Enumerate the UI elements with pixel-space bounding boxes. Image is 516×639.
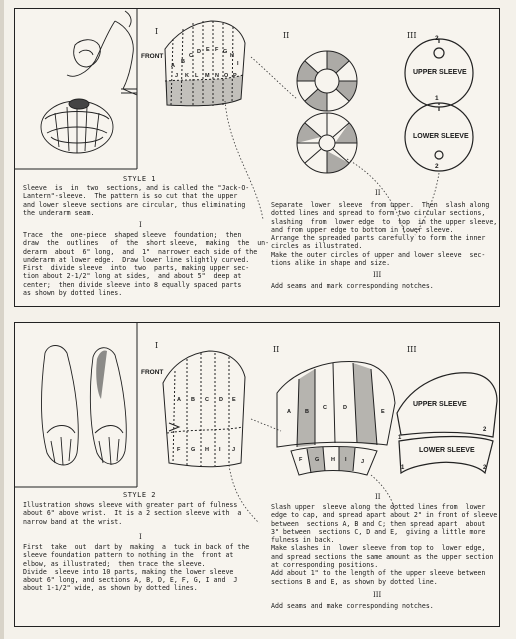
lower-sleeve-label: LOWER SLEEVE bbox=[413, 133, 469, 140]
section-letter: A bbox=[171, 63, 175, 69]
section-letter: C bbox=[205, 397, 209, 403]
step-ii-marker: II bbox=[273, 345, 280, 354]
section-letter: B bbox=[191, 397, 195, 403]
section-letter: I bbox=[345, 457, 347, 463]
final-lower-sleeve-shape bbox=[399, 437, 493, 474]
front-label: FRONT bbox=[141, 369, 164, 376]
notch-number: 2 bbox=[483, 465, 487, 471]
notch-number: 1 bbox=[398, 435, 402, 441]
section-letter: J bbox=[361, 459, 365, 465]
step-i-text-marker: I bbox=[139, 533, 142, 541]
step-ii-marker: II bbox=[283, 31, 290, 40]
section-letter: E bbox=[381, 409, 385, 415]
step-i-marker: I bbox=[155, 27, 159, 36]
lower-sleeve-label: LOWER SLEEVE bbox=[419, 447, 475, 454]
step-i-text: Trace the one-piece shaped sleeve foundation; then draw the outlines of the short sleeve, making the un- derarm about 6" long, and 1" narrower each side of the underarm at lower edge. Draw lower line slightly curved. First divide sleeve into two parts, making upper sec- tion about 2-1/2" long at sides, and about 5" deep at center; then divide sleeve into 8 equally spaced parts as shown by dotted lines. bbox=[23, 231, 270, 298]
notch-number: 1 bbox=[435, 95, 439, 102]
section-letter: G bbox=[315, 457, 320, 463]
jack-o-lantern-sleeve-sketch bbox=[41, 99, 113, 153]
section-letter: J bbox=[175, 73, 179, 79]
section-letter: J bbox=[232, 447, 236, 453]
step-iii-text-marker: III bbox=[373, 591, 382, 599]
step-ii-text: Separate lower sleeve from upper. Then slash along dotted lines and spread to form two circular sections, slashing from lower edge to top in the upper sleeve, and from upper edge to bottom in lower sleeve. Arrange the spreaded parts carefully to form the inner circles as illustrated. Make the outer circles of upper and lower sleeve sec- tions alike in shape and size. bbox=[271, 201, 498, 268]
step-i-text: First take out dart by making a tuck in back of the sleeve foundation pattern to nothing in the front at elbow, as illustrated; then trace the sleeve. Divide sleeve into 10 parts, making the lower sleeve about 6" long, and sections A, B, D, E, F, G, I and J about 1-1/2" wide, as shown by dotted lines. bbox=[23, 543, 250, 593]
section-letter: O bbox=[224, 73, 229, 79]
section-letter: I bbox=[219, 447, 221, 453]
section-letter: F bbox=[177, 447, 181, 453]
section-letter: D bbox=[343, 405, 347, 411]
section-letter: D bbox=[219, 397, 223, 403]
upper-sleeve-label: UPPER SLEEVE bbox=[413, 69, 467, 76]
section-letter: A bbox=[177, 397, 181, 403]
step-ii-text-marker: II bbox=[375, 189, 381, 197]
step-iii-text: Add seams and make corresponding notches. bbox=[271, 602, 434, 610]
section-letter: E bbox=[232, 397, 236, 403]
section-letter: H bbox=[205, 447, 209, 453]
notch-number: 1 bbox=[401, 465, 405, 471]
style-1-panel bbox=[14, 8, 500, 307]
section-letter: L bbox=[195, 73, 199, 79]
step-iii-marker: III bbox=[407, 31, 417, 40]
section-letter: P bbox=[233, 73, 237, 79]
gathered-sleeve-sketch bbox=[42, 346, 127, 466]
section-letter: C bbox=[189, 53, 193, 59]
notch-number: 2 bbox=[435, 163, 439, 170]
style-title: STYLE 1 bbox=[123, 175, 157, 183]
style-2-panel bbox=[14, 322, 500, 627]
step-i-marker: I bbox=[155, 341, 159, 350]
section-letter: A bbox=[287, 409, 291, 415]
step-i-text-marker: I bbox=[139, 221, 142, 229]
notch-number: 2 bbox=[483, 427, 487, 433]
section-letter: E bbox=[206, 47, 210, 53]
page-binding-edge bbox=[0, 0, 4, 639]
style-title: STYLE 2 bbox=[123, 491, 157, 499]
style-intro-text: Sleeve is in two sections, and is called the "Jack-O- Lantern"-sleeve. The pattern is so cut that the upper and lower sleeve sections are circular, thus eliminating the underarm seam. bbox=[23, 184, 250, 217]
style-intro-text: Illustration shows sleeve with greater part of fulness about 6" above wrist. It is a 2 section sleeve with a narrow band at the wrist. bbox=[23, 501, 242, 526]
section-letter: G bbox=[191, 447, 196, 453]
section-letter: F bbox=[299, 457, 303, 463]
final-sleeve-circles bbox=[405, 39, 473, 171]
section-letter: H bbox=[331, 457, 335, 463]
section-letter: K bbox=[185, 73, 189, 79]
section-letter: N bbox=[215, 73, 219, 79]
step-iii-marker: III bbox=[407, 345, 417, 354]
section-letter: B bbox=[181, 59, 185, 65]
step-iii-text: Add seams and mark corresponding notches. bbox=[271, 282, 434, 290]
section-letter: M bbox=[205, 73, 210, 79]
section-letter: B bbox=[305, 409, 309, 415]
step-ii-text-marker: II bbox=[375, 493, 381, 501]
spread-upper-sleeve bbox=[277, 361, 395, 447]
section-letter: F bbox=[215, 47, 219, 53]
step-ii-text: Slash upper sleeve along the dotted lines from lower edge to cap, and spread apart about 2" in front of sleeve between sections A, B and C; then spread apart about 3" between sections C, D and E, giving a little more fulness in back. Make slashes in lower sleeve from top to lower edge, and spread sections the same amount as the upper section at corresponding positions. Add about 1" to the length of the upper sleeve between sections B and E, as shown by dotted line. bbox=[271, 503, 498, 586]
section-letter: H bbox=[230, 53, 234, 59]
shoulder-figure-sketch bbox=[67, 11, 137, 95]
notch-number: 2 bbox=[435, 35, 439, 42]
front-label: FRONT bbox=[141, 53, 164, 60]
section-letter: D bbox=[197, 49, 201, 55]
step-iii-text-marker: III bbox=[373, 271, 382, 279]
upper-sleeve-label: UPPER SLEEVE bbox=[413, 401, 467, 408]
section-letter: G bbox=[223, 49, 228, 55]
section-letter: C bbox=[323, 405, 327, 411]
section-letter: I bbox=[237, 61, 239, 67]
